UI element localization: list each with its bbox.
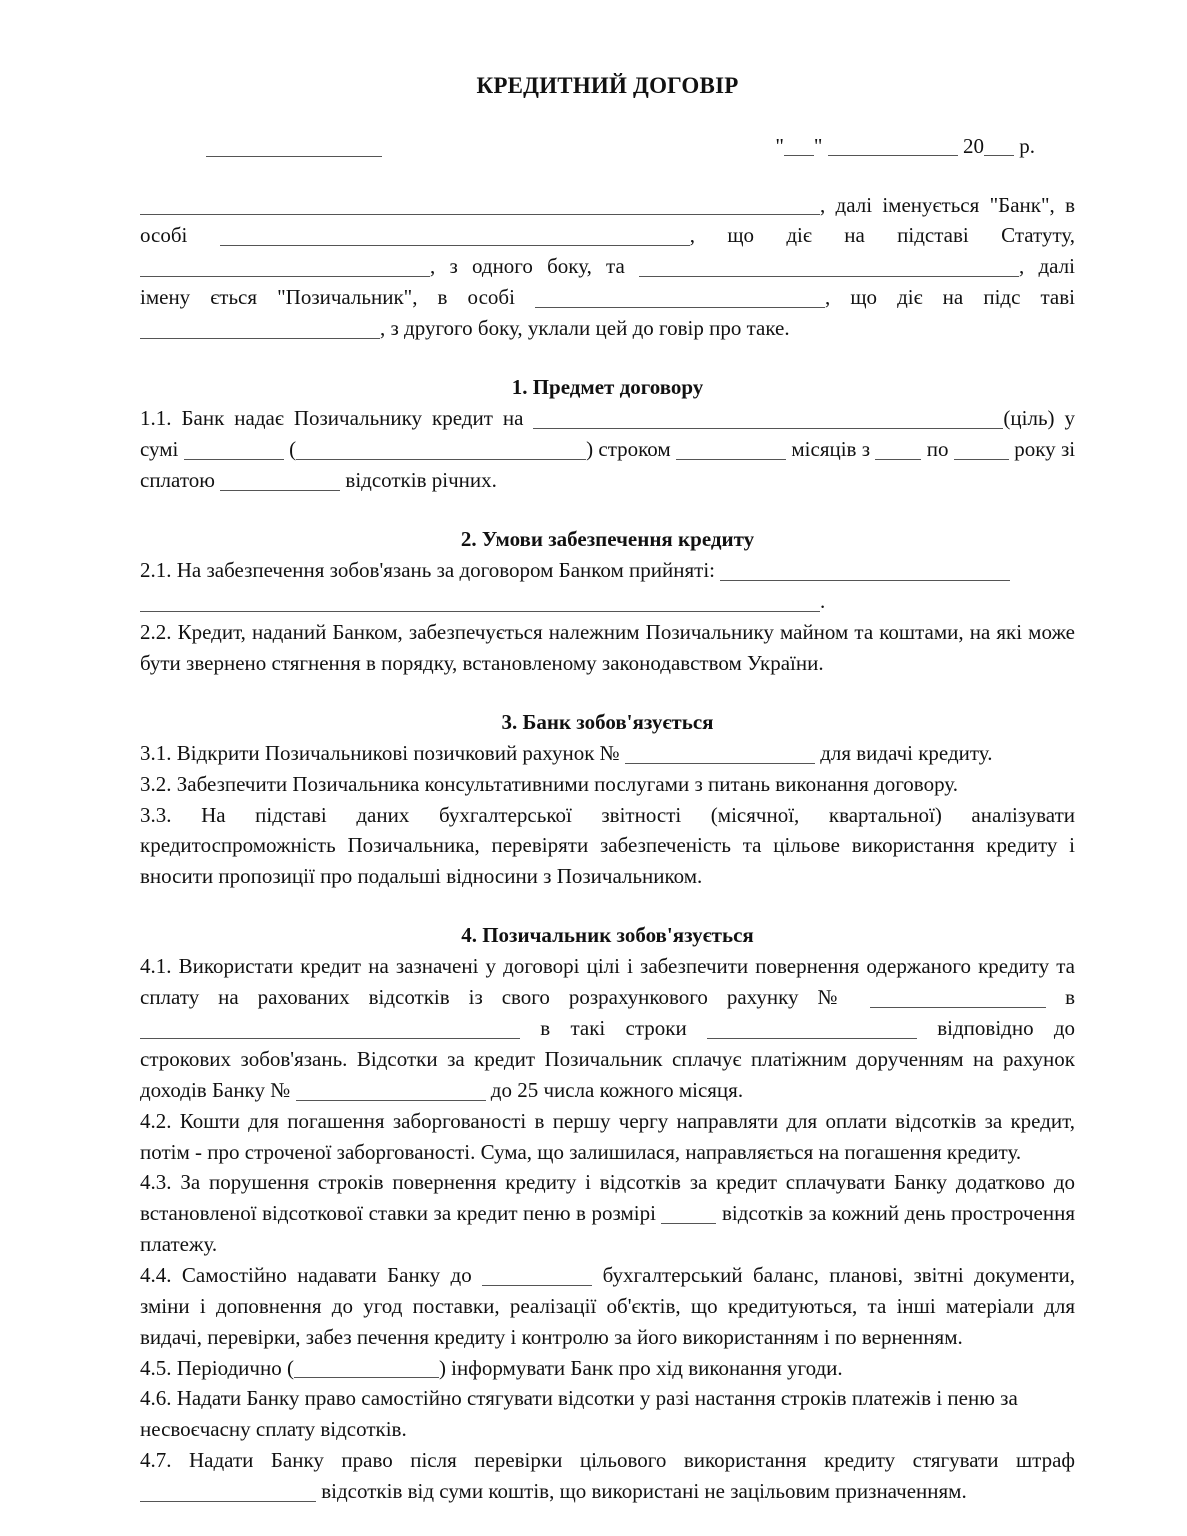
income-account-blank-field[interactable] bbox=[296, 1080, 486, 1101]
interest-rate-blank-field[interactable] bbox=[220, 470, 340, 491]
penalty-rate-blank-field[interactable] bbox=[661, 1203, 716, 1224]
bank-rep-blank-field[interactable] bbox=[220, 225, 690, 246]
collateral-blank-field-line1[interactable] bbox=[720, 560, 1010, 581]
credit-sum-words-blank-field[interactable] bbox=[296, 439, 586, 460]
clause-4-6: 4.6. Надати Банку право самостійно стягувати відсотки у разі настання строків платежів і пеню за несвоєчасну сплату відсотків. bbox=[140, 1386, 1018, 1442]
clause-4-5-text-a: 4.5. Періодично ( bbox=[140, 1355, 294, 1380]
clause-2-1 bbox=[140, 555, 1075, 617]
credit-purpose-blank-field[interactable] bbox=[533, 408, 1003, 429]
clause-1-1-text-g: по bbox=[926, 437, 949, 462]
fine-rate-blank-field[interactable] bbox=[140, 1481, 316, 1502]
borrower-rep-blank-field[interactable] bbox=[535, 287, 825, 308]
clause-3-1-text-a: 3.1. Відкрити Позичальникові позичковий рахунок № bbox=[140, 740, 620, 765]
date-quote-open: " bbox=[775, 133, 784, 158]
section-heading-1: 1. Предмет договору bbox=[511, 374, 704, 399]
clause-3-2: 3.2. Забезпечити Позичальника консультативними послугами з питань виконання договору. bbox=[140, 771, 958, 796]
clause-1-1-text-b: (ціль) bbox=[1003, 406, 1055, 431]
clause-3-1-text-b: для видачі кредиту. bbox=[820, 740, 993, 765]
reporting-deadline-blank-field[interactable] bbox=[482, 1265, 592, 1286]
clause-1-1-text-h: року зі сплатою bbox=[140, 437, 1076, 492]
loan-account-blank-field[interactable] bbox=[625, 743, 815, 764]
clause-3-1 bbox=[140, 738, 1075, 769]
preamble-line2-tail: , з bbox=[430, 254, 458, 279]
settlement-account-blank-field[interactable] bbox=[870, 987, 1046, 1008]
clause-4-4 bbox=[140, 1260, 1075, 1353]
term-to-blank-field[interactable] bbox=[954, 439, 1009, 460]
clause-4-3 bbox=[140, 1167, 1075, 1260]
reporting-frequency-blank-field[interactable] bbox=[294, 1357, 439, 1378]
clause-4-4-text-a: 4.4. Самостійно надавати Банку до bbox=[140, 1262, 472, 1287]
clause-1-1-text-e: ) строком bbox=[586, 437, 671, 462]
clause-4-3-text-b: відсотків за кожний день прострочення платежу. bbox=[140, 1201, 1075, 1257]
section-heading-2: 2. Умови забезпечення кредиту bbox=[460, 526, 755, 551]
preamble-line4-tail: , з другого боку, уклали цей bbox=[380, 316, 628, 341]
date-quote-close: " bbox=[813, 133, 823, 158]
clause-4-5-text-b: ) інформувати Банк про хід виконання угоди. bbox=[438, 1355, 843, 1380]
term-from-blank-field[interactable] bbox=[875, 439, 921, 460]
clause-4-1-text-a: 4.1. Використати кредит на зазначені у договорі цілі і забезпечити повернення одержаного кредиту та сплату на рахованих відсотків із свого розрахункового рахунку № bbox=[140, 954, 1075, 1010]
clause-2-1-text-a: 2.1. На забезпечення зобов'язань за договором Банком прийняті: bbox=[140, 558, 715, 583]
credit-term-blank-field[interactable] bbox=[676, 439, 786, 460]
clause-1-1-text-c: у сумі bbox=[140, 406, 1076, 462]
preamble-line3-tail: , далі імену ється "Позичальник", в особі bbox=[140, 254, 1075, 310]
preamble-line5: до говір про таке. bbox=[632, 316, 790, 341]
document-header-line bbox=[140, 134, 1075, 164]
clause-4-7 bbox=[140, 1445, 1075, 1507]
clause-1-1-text-a: 1.1. Банк надає Позичальнику кредит на bbox=[140, 406, 524, 431]
clause-1-1-text-d: ( bbox=[289, 437, 297, 462]
clause-4-1-text-c: в такі строки bbox=[540, 1016, 687, 1041]
clause-4-4-text-b: бухгалтерський баланс, планові, звітні документи, зміни і доповнення до угод поставки, реалізації об'єктів, що кредитуються, та інші матеріали для видачі, перевірки, забез печення кредиту і контролю за його використанням і по верненням. bbox=[140, 1262, 1076, 1349]
clause-3-3: 3.3. На підставі даних бухгалтерської звітності (місячної, квартальної) аналізувати кредитоспроможність Позичальника, перевіряти забезпеченість та цільове використання кредиту і вносити пропозиції про подальші відносини з Позичальником. bbox=[140, 802, 1075, 889]
year-prefix: 20 bbox=[963, 133, 984, 158]
clause-4-2: 4.2. Кошти для погашення заборгованості в першу чергу направляти для оплати відсотків за кредит, потім - про строченої заборгованості. Сума, що залишилася, направляється на погашення кредиту. bbox=[140, 1108, 1075, 1164]
credit-sum-blank-field[interactable] bbox=[184, 439, 284, 460]
repayment-terms-blank-field[interactable] bbox=[707, 1018, 917, 1039]
preamble-line2-mid: , що діє на підставі Статуту, bbox=[689, 223, 1076, 248]
preamble-paragraph bbox=[140, 190, 1075, 344]
bank-statute-blank-field[interactable] bbox=[140, 256, 430, 277]
clause-2-1-text-b: . bbox=[820, 588, 826, 613]
clause-4-1 bbox=[140, 951, 1075, 1105]
clause-1-1-text-i: відсотків річних. bbox=[345, 467, 497, 492]
year-suffix: р. bbox=[1019, 133, 1035, 158]
borrower-basis-blank-field[interactable] bbox=[140, 318, 380, 339]
preamble-line4-mid: , що діє на підс таві bbox=[825, 285, 1075, 310]
date-group bbox=[775, 134, 1035, 159]
clause-4-1-text-b: в bbox=[1065, 985, 1075, 1010]
clause-2-2: 2.2. Кредит, наданий Банком, забезпечується належним Позичальнику майном та коштами, на які може бути звернено стягнення в порядку, встановленому законодавством України. bbox=[140, 619, 1075, 675]
clause-4-7-text-b: відсотків від суми коштів, що використані не зацільовим призначенням. bbox=[321, 1479, 967, 1503]
month-blank-field[interactable] bbox=[828, 135, 958, 156]
clause-1-1-text-f: місяців з bbox=[791, 437, 871, 462]
borrower-name-blank-field[interactable] bbox=[639, 256, 1019, 277]
page-title: КРЕДИТНИЙ ДОГОВІР bbox=[476, 73, 739, 98]
clause-4-5 bbox=[140, 1353, 1075, 1384]
preamble-line3-head: одного боку, та bbox=[471, 254, 625, 279]
year-blank-field[interactable] bbox=[984, 135, 1014, 156]
section-heading-3: 3. Банк зобов'язується bbox=[501, 709, 714, 734]
section-heading-4: 4. Позичальник зобов'язується bbox=[461, 923, 754, 948]
clause-1-1 bbox=[140, 403, 1075, 496]
clause-4-3-text-a: 4.3. За порушення строків повернення кредиту і відсотків за кредит сплачувати Банку додатково до встановленої відсоткової ставки за кредит пеню в розмірі bbox=[140, 1170, 1075, 1226]
bank-branch-blank-field[interactable] bbox=[140, 1018, 520, 1039]
preamble-line1-tail: , далі іменується "Банк", в особі bbox=[140, 192, 1075, 248]
place-blank-field[interactable] bbox=[206, 138, 382, 157]
day-blank-field[interactable] bbox=[784, 135, 814, 156]
collateral-blank-field-line2[interactable] bbox=[140, 591, 820, 612]
bank-name-blank-field[interactable] bbox=[140, 194, 820, 215]
clause-4-7-text-a: 4.7. Надати Банку право після перевірки цільового використання кредиту стягувати штраф bbox=[140, 1448, 1075, 1473]
clause-4-1-text-e: до 25 числа кожного місяця. bbox=[490, 1077, 744, 1102]
clause-4-1-text-d: відповідно до строкових зобов'язань. Відсотки за кредит Позичальник сплачує платіжним дорученням на рахунок доходів Банку № bbox=[140, 1016, 1076, 1102]
